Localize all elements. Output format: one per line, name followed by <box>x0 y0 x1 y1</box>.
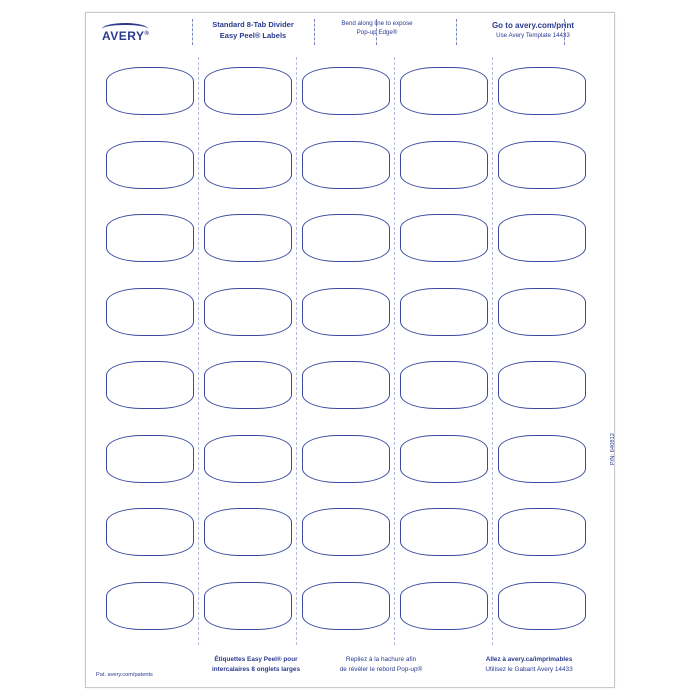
label-cell[interactable] <box>498 141 586 189</box>
label-cell[interactable] <box>302 508 390 556</box>
label-cell[interactable] <box>204 508 292 556</box>
label-cell[interactable] <box>106 214 194 262</box>
label-row <box>104 425 598 499</box>
label-cell[interactable] <box>106 361 194 409</box>
label-cell[interactable] <box>400 435 488 483</box>
label-cell[interactable] <box>302 361 390 409</box>
header-product-line1: Standard 8-Tab Divider <box>212 20 294 29</box>
label-cell[interactable] <box>400 141 488 189</box>
part-number-label: P/N: 640812 <box>610 433 616 466</box>
header-divider-2 <box>314 19 315 45</box>
footer-product-fr-line1: Étiquettes Easy Peel® pour <box>214 656 298 663</box>
label-row <box>104 278 598 352</box>
sheet-footer <box>86 647 614 687</box>
label-row <box>104 572 598 646</box>
label-cell[interactable] <box>498 435 586 483</box>
label-row <box>104 204 598 278</box>
label-cell[interactable] <box>106 141 194 189</box>
label-cell[interactable] <box>302 435 390 483</box>
footer-patents[interactable]: Pat. avery.com/patents <box>96 672 153 678</box>
label-cell[interactable] <box>204 582 292 630</box>
label-cell[interactable] <box>498 214 586 262</box>
avery-logo <box>102 23 149 42</box>
label-cell[interactable] <box>106 582 194 630</box>
label-cell[interactable] <box>204 435 292 483</box>
header-divider-1 <box>192 19 193 45</box>
label-cell[interactable] <box>400 508 488 556</box>
header-print-link[interactable] <box>466 20 600 41</box>
sheet-header <box>86 13 614 53</box>
label-cell[interactable] <box>302 288 390 336</box>
label-cell[interactable] <box>498 67 586 115</box>
label-cell[interactable] <box>498 508 586 556</box>
footer-print-url-fr[interactable]: Allez à avery.ca/imprimables <box>485 656 573 663</box>
footer-product-name-fr <box>198 655 314 674</box>
label-row <box>104 351 598 425</box>
label-cell[interactable] <box>400 361 488 409</box>
label-cell[interactable] <box>400 67 488 115</box>
label-cell[interactable] <box>498 582 586 630</box>
header-print-url[interactable]: Go to avery.com/print <box>491 21 575 30</box>
footer-product-fr-line2: intercalaires 8 onglets larges <box>211 665 301 673</box>
label-row <box>104 498 598 572</box>
label-cell[interactable] <box>204 288 292 336</box>
header-product-name <box>198 20 308 42</box>
footer-instruction-fr <box>326 655 436 674</box>
avery-wordmark: AVERY <box>102 29 145 43</box>
footer-instruction-fr-line2: de révéler le rebord Pop-up® <box>339 665 423 673</box>
header-instruction-line1: Bend along line to expose <box>341 20 413 27</box>
header-product-line2: Easy Peel® Labels <box>219 30 287 40</box>
label-cell[interactable] <box>302 141 390 189</box>
footer-print-link-fr[interactable] <box>458 655 600 674</box>
avery-registered-mark: ® <box>144 31 150 37</box>
label-sheet <box>85 12 615 688</box>
footer-template-id-fr: Utilisez le Gabarit Avery 14433 <box>485 665 573 673</box>
label-cell[interactable] <box>204 67 292 115</box>
footer-instruction-fr-line1: Repliez à la hachure afin <box>345 656 417 663</box>
label-cell[interactable] <box>400 582 488 630</box>
label-cell[interactable] <box>498 288 586 336</box>
header-instruction <box>322 20 432 38</box>
label-cell[interactable] <box>302 67 390 115</box>
label-cell[interactable] <box>204 214 292 262</box>
header-template-id: Use Avery Template 14433 <box>496 31 570 39</box>
label-row <box>104 57 598 131</box>
header-divider-4 <box>456 19 457 45</box>
label-cell[interactable] <box>106 435 194 483</box>
label-cell[interactable] <box>498 361 586 409</box>
label-cell[interactable] <box>106 508 194 556</box>
label-grid <box>104 57 598 645</box>
label-cell[interactable] <box>302 214 390 262</box>
label-cell[interactable] <box>106 288 194 336</box>
label-row <box>104 131 598 205</box>
label-cell[interactable] <box>400 214 488 262</box>
label-cell[interactable] <box>204 141 292 189</box>
label-cell[interactable] <box>400 288 488 336</box>
label-cell[interactable] <box>106 67 194 115</box>
label-cell[interactable] <box>302 582 390 630</box>
header-instruction-line2: Pop-up Edge® <box>356 28 398 36</box>
label-cell[interactable] <box>204 361 292 409</box>
